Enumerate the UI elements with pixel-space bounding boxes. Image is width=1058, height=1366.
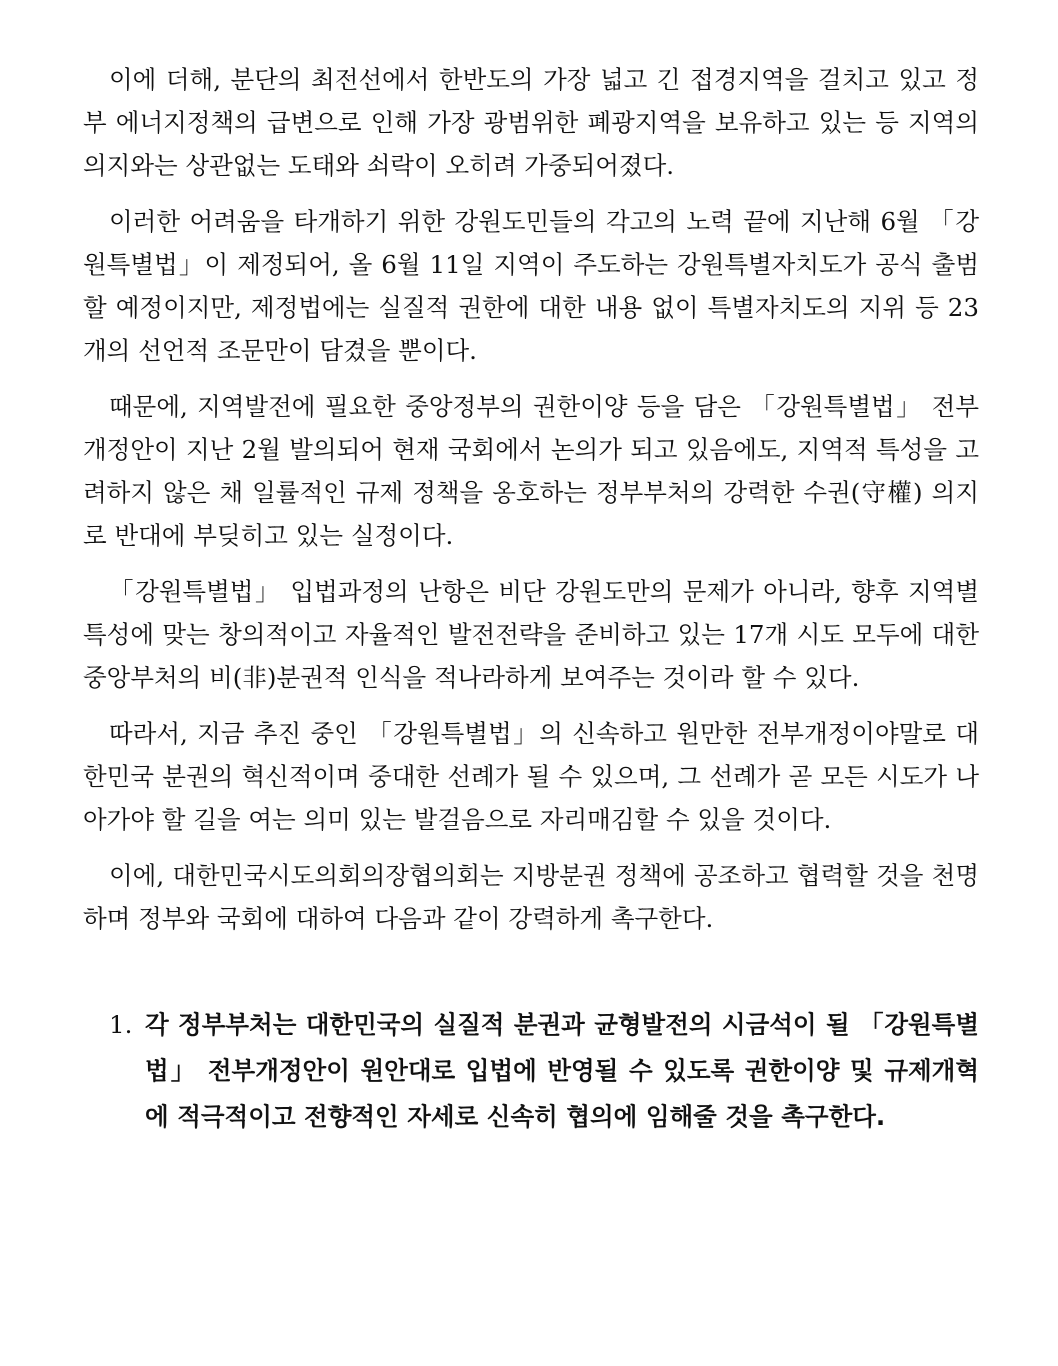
paragraph-gangwon-act-enacted: 이러한 어려움을 타개하기 위한 강원도민들의 각고의 노력 끝에 지난해 6월 「강원특별법」이 제정되어, 올 6월 11일 지역이 주도하는 강원특별자치도가 공식 출범할 예정이지만, 제정법에는 실질적 권한에 대한 내용 없이 특별자치도의 지위 등 23개의 선언적 조문만이 담겼을 뿐이다. <box>83 207 979 365</box>
paragraph-border-regions: 이에 더해, 분단의 최전선에서 한반도의 가장 넓고 긴 접경지역을 걸치고 있고 정부 에너지정책의 급변으로 인해 가장 광범위한 폐광지역을 보유하고 있는 등 지역의 의지와는 상관없는 도태와 쇠락이 오히려 가중되어졌다. <box>83 65 979 180</box>
paragraph-precedent: 따라서, 지금 추진 중인 「강원특별법」의 신속하고 원만한 전부개정이야말로 대한민국 분권의 혁신적이며 중대한 선례가 될 수 있으며, 그 선례가 곧 모든 시도가 나아가야 할 길을 여는 의미 있는 발걸음으로 자리매김할 수 있을 것이다. <box>83 719 979 834</box>
paragraph-decentralization-issue: 「강원특별법」 입법과정의 난항은 비단 강원도만의 문제가 아니라, 향후 지역별 특성에 맞는 창의적이고 자율적인 발전전략을 준비하고 있는 17개 시도 모두에 대한 중앙부처의 비(非)분권적 인식을 적나라하게 보여주는 것이라 할 수 있다. <box>83 577 979 692</box>
paragraph-resolution-intro: 이에, 대한민국시도의회의장협의회는 지방분권 정책에 공조하고 협력할 것을 천명하며 정부와 국회에 대하여 다음과 같이 강력하게 촉구한다. <box>83 861 979 933</box>
document-page <box>83 58 979 1140</box>
demand-number: 1. <box>109 1010 133 1039</box>
demand-list <box>83 1002 979 1140</box>
paragraph-revision-opposition: 때문에, 지역발전에 필요한 중앙정부의 권한이양 등을 담은 「강원특별법」 전부개정안이 지난 2월 발의되어 현재 국회에서 논의가 되고 있음에도, 지역적 특성을 고려하지 않은 채 일률적인 규제 정책을 옹호하는 정부부처의 강력한 수권(守權) 의지로 반대에 부딪히고 있는 실정이다. <box>83 392 979 550</box>
demand-text: 각 정부부처는 대한민국의 실질적 분권과 균형발전의 시금석이 될 「강원특별법」 전부개정안이 원안대로 입법에 반영될 수 있도록 권한이양 및 규제개혁에 적극적이고 전향적인 자세로 신속히 협의에 임해줄 것을 촉구한다. <box>145 1010 979 1131</box>
demand-item <box>109 1002 979 1140</box>
